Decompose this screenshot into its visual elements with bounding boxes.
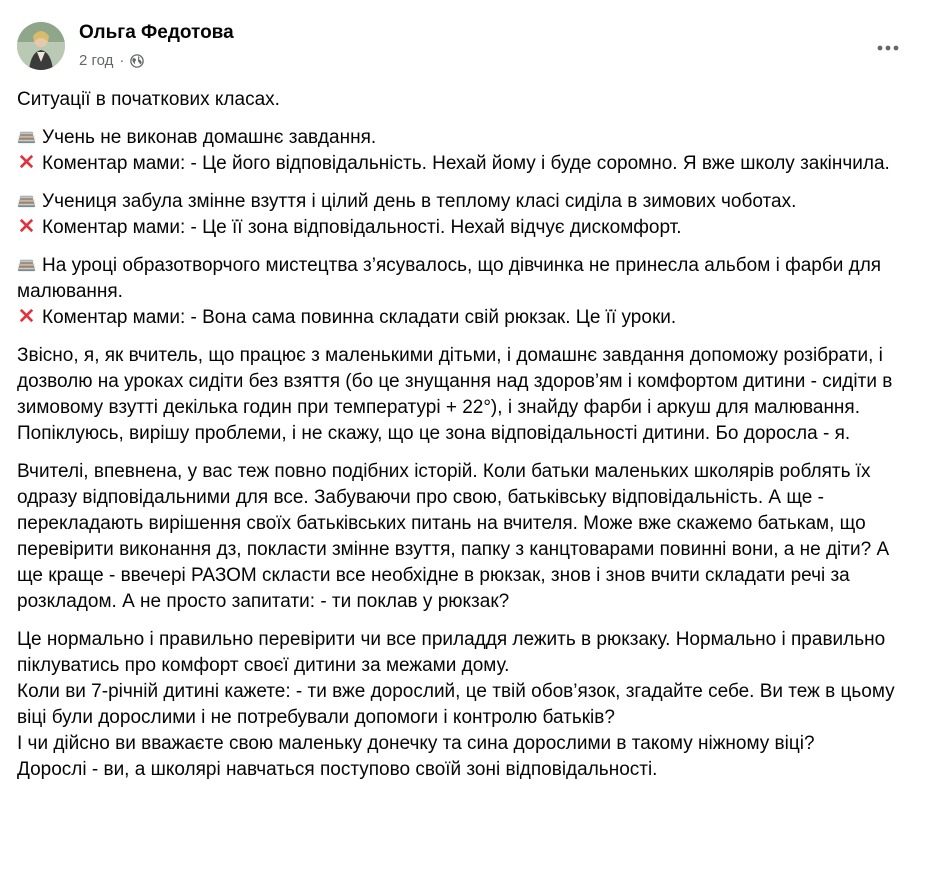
post-line-text: Ситуації в початкових класах. [17, 89, 280, 110]
post-line-text: Вчителі, впевнена, у вас теж повно подібних історій. Коли батьки маленьких школярів роблять їх одразу відповідальними для все. Забуваючи про свою, батьківську відповідальність. А ще - перекладають вирішення своїх батьківських питань на вчителя. Може вже скажемо батькам, що перевірити виконання дз, покласти змінне взуття, папку з канцтоварами повинні вони, а не діти? А ще краще - ввечері РАЗОМ скласти все необхідне в рюкзак, знов і знов вчити складати речі за розкладом. А не просто запитати: - ти поклав у рюкзак? [17, 461, 890, 612]
globe-icon[interactable] [130, 54, 144, 68]
author-name[interactable]: Ольга Федотова [79, 22, 234, 43]
post-line-text: Учениця забула змінне взуття і цілий день в теплому класі сиділа в зимових чоботах. [42, 191, 797, 212]
post-line [17, 125, 917, 151]
cross-mark-icon [17, 152, 36, 171]
post-line-text: Коментар мами: - Вона сама повинна складати свій рюкзак. Це її уроки. [42, 307, 677, 328]
post-line-text: Коментар мами: - Це її зона відповідальності. Нехай відчує дискомфорт. [42, 217, 682, 238]
post-meta [79, 52, 144, 69]
post-paragraph [17, 253, 917, 331]
more-options-button[interactable] [870, 30, 906, 66]
books-icon [17, 126, 36, 145]
post-line [17, 459, 917, 615]
post-line [17, 87, 917, 113]
cross-mark-icon [17, 216, 36, 235]
post-text [17, 87, 917, 795]
post-paragraph [17, 87, 917, 113]
post-paragraph [17, 343, 917, 447]
post-line [17, 757, 917, 783]
post-paragraph [17, 627, 917, 783]
post-line-text: На уроці образотворчого мистецтва з’ясувалось, що дівчинка не принесла альбом і фарби для малювання. [17, 255, 882, 302]
post-line [17, 627, 917, 679]
books-icon [17, 254, 36, 273]
meta-separator: · [119, 52, 125, 69]
post-line [17, 151, 917, 177]
post-line [17, 343, 917, 447]
books-icon [17, 190, 36, 209]
post-paragraph [17, 189, 917, 241]
post-line [17, 253, 917, 305]
post-line-text: Звісно, я, як вчитель, що працює з маленькими дітьми, і домашнє завдання допоможу розібрати, і дозволю на уроках сидіти без взяття (бо це знущання над здоров’ям і комфортом дитини - сидіти в зимовому взутті декілька годин при температурі + 22°), і знайду фарби і аркуш для малювання. Попіклуюсь, вирішу проблеми, і не скажу, що це зона відповідальності дитини. Бо доросла - я. [17, 345, 893, 444]
post-time[interactable]: 2 год [79, 52, 114, 69]
post-line [17, 679, 917, 731]
post-paragraph [17, 459, 917, 615]
post-line-text: І чи дійсно ви вважаєте свою маленьку донечку та сина дорослими в такому ніжному віці? [17, 733, 815, 754]
post-paragraph [17, 125, 917, 177]
avatar[interactable] [17, 22, 65, 70]
post-line [17, 305, 917, 331]
more-options-icon [876, 44, 900, 52]
post-line [17, 215, 917, 241]
post-header [17, 18, 930, 78]
post-line [17, 189, 917, 215]
post-line [17, 731, 917, 757]
post-line-text: Коментар мами: - Це його відповідальність. Нехай йому і буде соромно. Я вже школу закінчила. [42, 153, 890, 174]
cross-mark-icon [17, 306, 36, 325]
post-line-text: Дорослі - ви, а школярі навчаться поступово своїй зоні відповідальності. [17, 759, 658, 780]
post-line-text: Учень не виконав домашнє завдання. [42, 127, 377, 148]
post-line-text: Коли ви 7-річній дитині кажете: - ти вже дорослий, це твій обов’язок, згадайте себе. Ви теж в цьому віці були дорослими і не потребували допомоги і контролю батьків? [17, 681, 895, 728]
post-line-text: Це нормально і правильно перевірити чи все приладдя лежить в рюкзаку. Нормально і правильно піклуватись про комфорт своєї дитини за межами дому. [17, 629, 886, 676]
